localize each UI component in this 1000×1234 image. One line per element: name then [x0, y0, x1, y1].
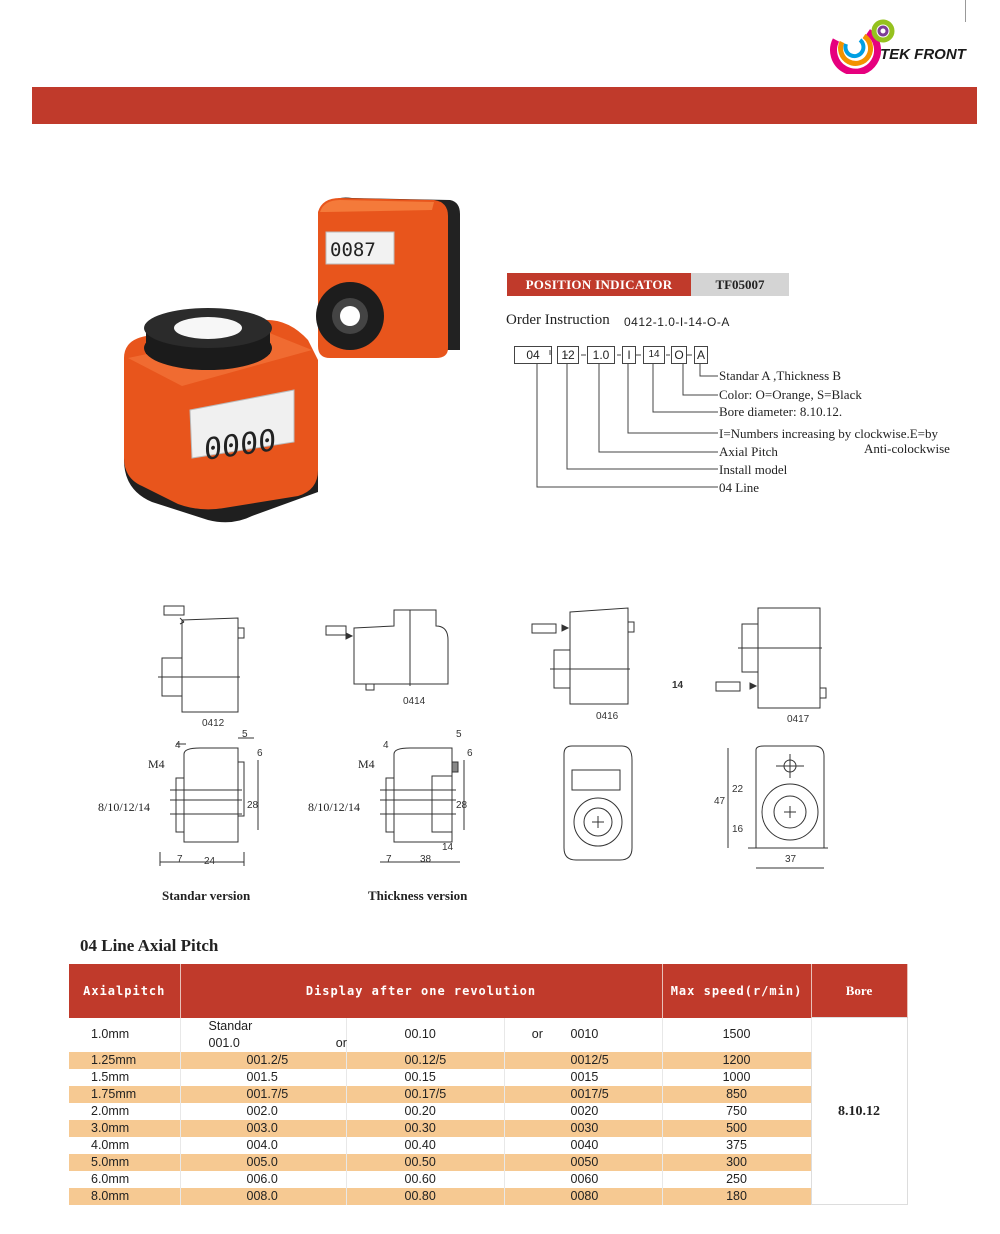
cell-display-2	[346, 1103, 504, 1120]
brand-name: TEK FRONT	[880, 46, 966, 63]
order-segment: 12	[557, 346, 579, 364]
display-value: 00.12/5	[404, 1052, 447, 1067]
product-title-badge: POSITION INDICATOR	[507, 273, 691, 296]
header-bore: Bore	[811, 964, 907, 1018]
corner-mark	[965, 0, 966, 22]
legend-line: I=Numbers increasing by clockwise.E=by	[719, 426, 938, 441]
display-value: 00.60	[404, 1171, 436, 1186]
model-drawings	[140, 600, 860, 730]
device-front	[124, 308, 318, 522]
cell-display-1	[180, 1086, 346, 1103]
display-value: 004.0	[246, 1137, 278, 1152]
table-row	[69, 1188, 907, 1205]
cell-pitch: 1.5mm	[69, 1069, 180, 1086]
cell-pitch: 8.0mm	[69, 1188, 180, 1205]
table-row	[69, 1018, 907, 1052]
cell-display-3: 0010	[504, 1018, 662, 1052]
cell-speed: 1000	[662, 1069, 811, 1086]
cell-display-2	[346, 1171, 504, 1188]
display-value: 005.0	[246, 1154, 278, 1169]
dim-label: 6	[467, 748, 473, 759]
cell-speed: 850	[662, 1086, 811, 1103]
dim-label: 28	[456, 800, 468, 811]
dim-label: 37	[785, 854, 797, 865]
display-value: 001.5	[246, 1069, 278, 1084]
dim-label: 6	[257, 748, 263, 759]
table-row	[69, 1052, 907, 1069]
dim-label: 8/10/12/14	[308, 800, 361, 814]
dim-label: 8/10/12/14	[98, 800, 151, 814]
dim-label: M4	[148, 757, 165, 771]
table-row	[69, 1069, 907, 1086]
model-label: 0414	[403, 696, 426, 707]
legend-line: 04 Line	[719, 480, 760, 495]
order-segment: I	[622, 346, 636, 364]
cell-display-3: 0015	[504, 1069, 662, 1086]
cell-display-1	[180, 1069, 346, 1086]
cell-speed: 300	[662, 1154, 811, 1171]
cell-display-2	[346, 1154, 504, 1171]
display-value: 00.30	[404, 1120, 436, 1135]
cell-pitch: 3.0mm	[69, 1120, 180, 1137]
legend-line: Axial Pitch	[719, 444, 778, 459]
legend-line: Color: O=Orange, S=Black	[719, 387, 862, 402]
cell-display-2	[346, 1018, 543, 1052]
display-value: 00.20	[404, 1103, 436, 1118]
table-row	[69, 1154, 907, 1171]
display-value: 003.0	[246, 1120, 278, 1135]
cell-pitch: 1.0mm	[69, 1018, 180, 1052]
cell-speed: 500	[662, 1120, 811, 1137]
order-leader-lines	[500, 340, 730, 500]
legend-line: Install model	[719, 462, 788, 477]
cell-display-3: 0050	[504, 1154, 662, 1171]
caption-standard: Standar version	[162, 888, 251, 903]
dim-label: 47	[714, 796, 726, 807]
dim-label: 14	[442, 842, 454, 853]
cell-display-2	[346, 1188, 504, 1205]
dim-label: 22	[732, 784, 744, 795]
legend-line: Bore diameter: 8.10.12.	[719, 404, 843, 419]
display-value: 00.10	[404, 1027, 436, 1041]
model-label: 0416	[596, 711, 619, 722]
cell-display-3: 0012/5	[504, 1052, 662, 1069]
caption-thickness: Thickness version	[368, 888, 468, 903]
header-display: Display after one revolution	[180, 964, 662, 1018]
legend-line: Anti-colockwise	[864, 441, 950, 456]
cell-display-2	[346, 1120, 504, 1137]
dim-label: 28	[247, 800, 259, 811]
display-value: 001.2/5	[246, 1052, 289, 1067]
header-speed: Max speed(r/min)	[662, 964, 811, 1018]
side-label: 14	[672, 680, 684, 691]
table-row	[69, 1086, 907, 1103]
cell-display-3: 0030	[504, 1120, 662, 1137]
cell-pitch: 1.25mm	[69, 1052, 180, 1069]
cell-display-3: 0040	[504, 1137, 662, 1154]
cell-bore: 8.10.12	[811, 1018, 907, 1205]
header-bar	[32, 87, 977, 124]
display-value: 008.0	[246, 1188, 278, 1203]
cell-speed: 750	[662, 1103, 811, 1120]
display-value: 00.40	[404, 1137, 436, 1152]
display-value: 001.7/5	[246, 1086, 289, 1101]
cell-pitch: 6.0mm	[69, 1171, 180, 1188]
cell-display-3: 0080	[504, 1188, 662, 1205]
cell-display-3: 0060	[504, 1171, 662, 1188]
dim-label: 7	[177, 854, 183, 865]
device-back	[316, 198, 460, 359]
dim-label: 5	[456, 729, 462, 740]
display-value: 00.50	[404, 1154, 436, 1169]
cell-pitch: 2.0mm	[69, 1103, 180, 1120]
product-photo	[112, 190, 472, 530]
cell-display-2	[346, 1086, 504, 1103]
table-row	[69, 1103, 907, 1120]
dim-label: 4	[383, 740, 389, 751]
photo-readout-2: 0000	[204, 423, 277, 469]
cell-display-1	[180, 1120, 346, 1137]
order-code: 0412-1.0-I-14-O-A	[624, 315, 730, 329]
table-row	[69, 1171, 907, 1188]
cell-speed: 375	[662, 1137, 811, 1154]
cell-display-1	[180, 1188, 346, 1205]
axial-pitch-table	[69, 964, 908, 1205]
dim-label: M4	[358, 757, 375, 771]
order-segment: 1.0	[587, 346, 615, 364]
dim-label: 16	[732, 824, 744, 835]
display-value: 006.0	[246, 1171, 278, 1186]
order-segment: 14	[643, 346, 665, 364]
legend-line: Standar A ,Thickness B	[719, 368, 842, 383]
cell-pitch: 1.75mm	[69, 1086, 180, 1103]
cell-display-1	[180, 1171, 346, 1188]
model-label: 0412	[202, 718, 225, 729]
photo-readout-1: 0087	[330, 239, 376, 261]
cell-display-1	[180, 1154, 346, 1171]
order-label: Order Instruction	[506, 312, 610, 328]
cell-display-1	[180, 1052, 346, 1069]
dim-label: 7	[386, 854, 392, 865]
product-code-badge: TF05007	[691, 273, 789, 296]
display-value: 002.0	[246, 1103, 278, 1118]
cell-display-1	[180, 1137, 346, 1154]
display-value: 00.17/5	[404, 1086, 447, 1101]
cell-pitch: 4.0mm	[69, 1137, 180, 1154]
table-row	[69, 1120, 907, 1137]
cell-display-3: 0020	[504, 1103, 662, 1120]
cell-display-1	[180, 1103, 346, 1120]
cell-display-2	[346, 1069, 504, 1086]
header-axialpitch: Axialpitch	[69, 964, 180, 1018]
display-value: Standar 001.0	[208, 1018, 253, 1050]
cell-display-3: 0017/5	[504, 1086, 662, 1103]
table-section-title: 04 Line Axial Pitch	[80, 936, 219, 955]
display-value: 00.80	[404, 1188, 436, 1203]
order-segment: A	[694, 346, 708, 364]
cell-speed: 250	[662, 1171, 811, 1188]
table-row	[69, 1137, 907, 1154]
cell-speed: 180	[662, 1188, 811, 1205]
cell-display-2	[346, 1052, 504, 1069]
or-label: or	[335, 1035, 347, 1050]
cell-display-2	[346, 1137, 504, 1154]
or-label: or	[531, 1027, 543, 1041]
dim-label: 4	[175, 740, 181, 751]
order-segment: 04	[514, 346, 552, 364]
cell-pitch: 5.0mm	[69, 1154, 180, 1171]
cell-display-1	[180, 1018, 346, 1052]
dim-label: 38	[420, 854, 432, 865]
dim-label: 5	[242, 729, 248, 740]
cell-speed: 1200	[662, 1052, 811, 1069]
dim-label: 24	[204, 856, 216, 867]
cell-speed: 1500	[662, 1018, 811, 1052]
model-label: 0417	[787, 714, 810, 725]
order-segment: O	[671, 346, 687, 364]
brand-logo-icon	[828, 14, 898, 74]
display-value: 00.15	[404, 1069, 436, 1084]
